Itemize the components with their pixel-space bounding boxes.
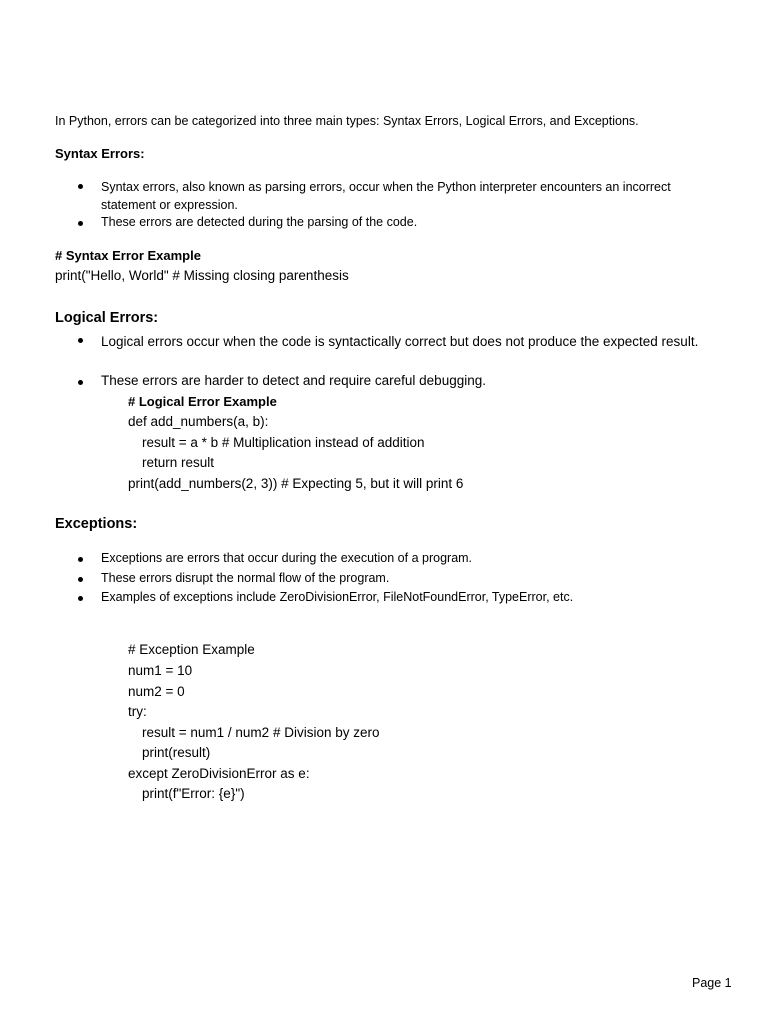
- bullet-dot: [78, 380, 83, 385]
- syntax-bullet-2: These errors are detected during the parsing of the code.: [101, 215, 418, 229]
- syntax-bullet-1: Syntax errors, also known as parsing errors, occur when the Python interpreter encounters an incorrect statement or expression.: [101, 180, 671, 212]
- exception-code-line: num2 = 0: [128, 684, 185, 699]
- exceptions-bullet-3: Examples of exceptions include ZeroDivisionError, FileNotFoundError, TypeError, etc.: [101, 590, 574, 604]
- bullet-dot: [78, 338, 83, 343]
- bullet-dot: [78, 577, 83, 582]
- exception-code-line: try:: [128, 704, 147, 719]
- logical-code-line: result = a * b # Multiplication instead of addition: [142, 435, 425, 450]
- logical-code-line: print(add_numbers(2, 3)) # Expecting 5, but it will print 6: [128, 476, 464, 491]
- syntax-example-title: # Syntax Error Example: [55, 248, 201, 263]
- exception-code-line: print(f"Error: {e}"): [142, 786, 245, 801]
- exception-code-line: num1 = 10: [128, 663, 193, 678]
- logical-bullet-1: Logical errors occur when the code is syntactically correct but does not produce the expected result.: [101, 334, 699, 349]
- logical-code-line: return result: [142, 455, 215, 470]
- intro-paragraph: In Python, errors can be categorized into three main types: Syntax Errors, Logical Errors, and Exceptions.: [55, 114, 639, 128]
- logical-bullet-2: These errors are harder to detect and require careful debugging.: [101, 373, 486, 388]
- bullet-dot: [78, 184, 83, 189]
- exceptions-bullet-1: Exceptions are errors that occur during the execution of a program.: [101, 551, 473, 565]
- syntax-errors-heading: Syntax Errors:: [55, 146, 145, 161]
- bullet-dot: [78, 221, 83, 226]
- page-number: Page 1: [692, 976, 732, 990]
- logical-code-line: def add_numbers(a, b):: [128, 414, 269, 429]
- exception-code-line: result = num1 / num2 # Division by zero: [142, 725, 380, 740]
- bullet-dot: [78, 596, 83, 601]
- exception-code-line: except ZeroDivisionError as e:: [128, 766, 310, 781]
- exception-code-line: # Exception Example: [128, 642, 255, 657]
- logical-example-title: # Logical Error Example: [128, 394, 277, 409]
- exceptions-bullet-2: These errors disrupt the normal flow of the program.: [101, 571, 390, 585]
- exceptions-heading: Exceptions:: [55, 516, 138, 532]
- exception-code-line: print(result): [142, 745, 211, 760]
- bullet-dot: [78, 557, 83, 562]
- syntax-example-code: print("Hello, World" # Missing closing parenthesis: [55, 268, 349, 283]
- logical-errors-heading: Logical Errors:: [55, 310, 159, 326]
